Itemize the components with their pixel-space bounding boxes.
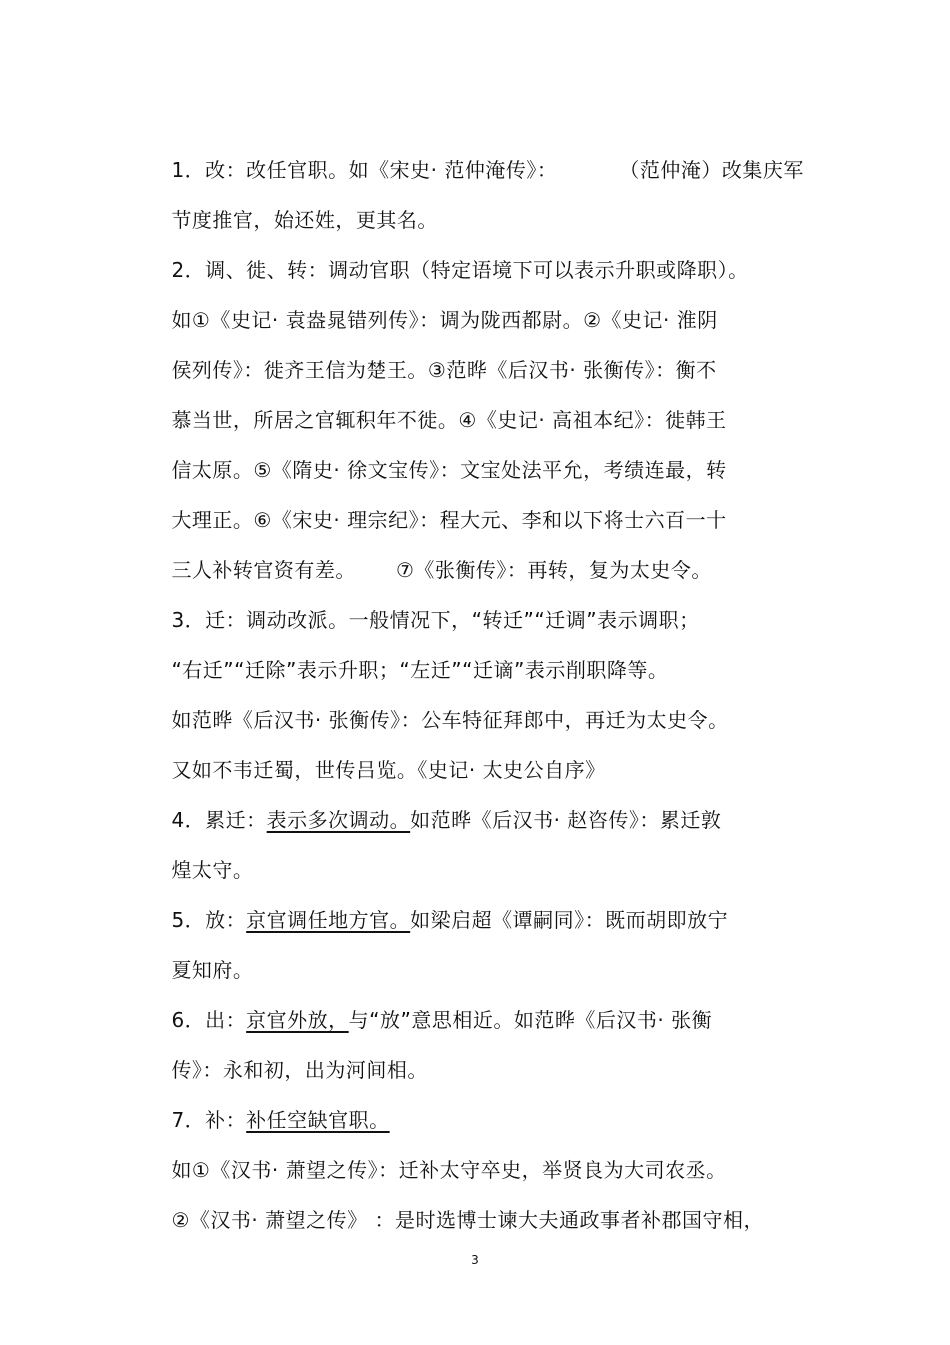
line-text: 如①《汉书· 萧望之传》：迁补太守卒史，举贤良为大司农丞。: [171, 1158, 727, 1182]
line-text: ②《汉书· 萧望之传》 ：是时选博士谏大夫通政事者补郡国守相，: [171, 1208, 764, 1232]
line-text: 6．出：: [171, 1008, 247, 1032]
line-text: 又如不韦迁蜀，世传吕览。《史记· 太史公自序》: [171, 758, 606, 782]
underlined-text: 表示多次调动。: [266, 808, 411, 832]
line-text: 煌太守。: [171, 858, 254, 882]
line-text: 信太原。⑤《隋史· 徐文宝传》：文宝处法平允，考绩连最，转: [171, 458, 727, 482]
line-text: 7．补：: [171, 1108, 247, 1132]
line-text: 如范晔《后汉书· 张衡传》：公车特征拜郎中，再迁为太史令。: [171, 708, 729, 732]
line-text: 慕当世，所居之官辄积年不徙。④《史记· 高祖本纪》：徙韩王: [171, 408, 727, 432]
page-number: 3: [471, 1253, 479, 1267]
line-text: 如范晔《后汉书· 赵咨传》：累迁敦: [410, 808, 722, 832]
line-text: 5．放：: [171, 908, 247, 932]
line-text: 三人补转官资有差。: [171, 558, 356, 582]
line-text: 夏知府。: [171, 958, 254, 982]
text-line: [144, 1178, 764, 1262]
underlined-text: 补任空缺官职。: [246, 1108, 390, 1132]
line-text: 3．迁：调动改派。一般情况下，“转迁”“迁调”表示调职；: [171, 608, 700, 632]
underlined-text: 京官调任地方官。: [246, 908, 411, 932]
line-text: 大理正。⑥《宋史· 理宗纪》：程大元、李和以下将士六百一十: [171, 508, 727, 532]
line-text: 2．调、徙、转：调动官职（特定语境下可以表示升职或降职）。: [171, 258, 749, 282]
line-text: 侯列传》：徙齐王信为楚王。③范晔《后汉书· 张衡传》：衡不: [171, 358, 717, 382]
line-text: 4．累迁：: [171, 808, 267, 832]
line-text: 如①《史记· 袁盎晁错列传》：调为陇西都尉。②《史记· 淮阴: [171, 308, 718, 332]
underlined-text: 京官外放，: [246, 1008, 349, 1032]
line-text: ⑦《张衡传》：再转，复为太史令。: [395, 558, 712, 582]
line-text: 节度推官，始还姓，更其名。: [171, 208, 438, 232]
line-text: “右迁”“迁除”表示升职；“左迁”“迁谪”表示削职降等。: [171, 658, 669, 682]
line-text: （范仲淹）改集庆军: [619, 158, 804, 182]
line-text: 如梁启超《谭嗣同》：既而胡即放宁: [410, 908, 729, 932]
line-text: 传》：永和初，出为河间相。: [171, 1058, 428, 1082]
line-text: 与“放”意思相近。如范晔《后汉书· 张衡: [348, 1008, 713, 1032]
line-text: 1．改：改任官职。如《宋史· 范仲淹传》：: [171, 158, 558, 182]
